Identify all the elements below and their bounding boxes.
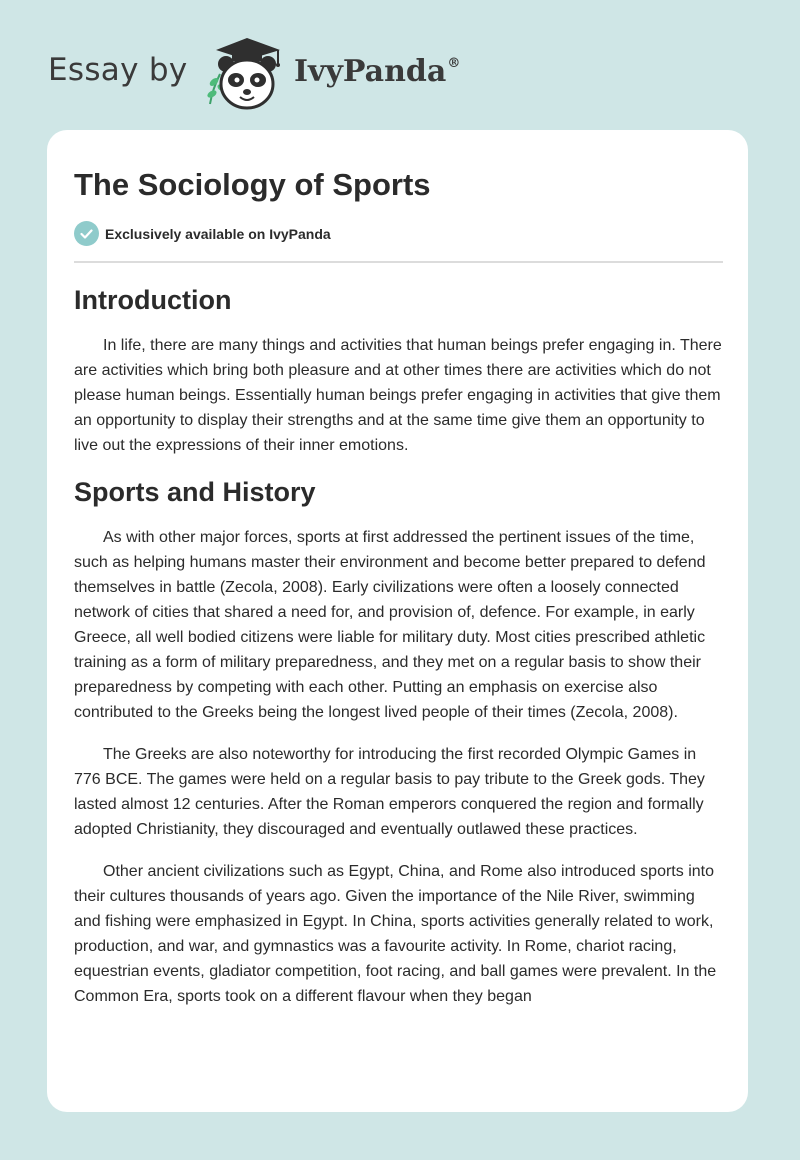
section-heading: Sports and History bbox=[74, 477, 316, 507]
brand-name[interactable]: IvyPanda® bbox=[294, 54, 461, 89]
panda-logo-icon[interactable] bbox=[202, 34, 290, 110]
page-title: The Sociology of Sports bbox=[74, 167, 431, 202]
paragraph: In life, there are many things and activities that human beings prefer engaging in. There are activities which bring both pleasure and at other times there are activities which do not please human beings. Essentially human beings prefer engaging in activities that give them an opportunity to display their strengths and at the same time give them an opportunity to live out the expressions of their inner emotions. bbox=[74, 337, 722, 454]
section-introduction bbox=[74, 283, 724, 458]
essay-content bbox=[74, 283, 724, 1026]
exclusive-badge bbox=[74, 221, 331, 246]
registered-mark: ® bbox=[447, 56, 461, 71]
section-sports-and-history bbox=[74, 475, 724, 1009]
section-heading: Introduction bbox=[74, 285, 232, 315]
paragraph: Other ancient civilizations such as Egypt, China, and Rome also introduced sports into their cultures thousands of years ago. Given the importance of the Nile River, swimming and fishing were emphasized in Egypt. In China, sports activities generally related to work, production, and war, and gymnastics was a favourite activity. In Rome, chariot racing, equestrian events, gladiator competition, foot racing, and ball games were prevalent. In the Common Era, sports took on a different flavour when they began bbox=[74, 863, 717, 1005]
title-divider bbox=[74, 261, 723, 263]
exclusive-badge-text: Exclusively available on IvyPanda bbox=[105, 225, 331, 242]
paragraph: The Greeks are also noteworthy for introducing the first recorded Olympic Games in 776 BCE. The games were held on a regular basis to pay tribute to the Greek gods. They lasted almost 12 centuries. After the Roman emperors conquered the region and formally adopted Christianity, they discouraged and eventually outlawed these practices. bbox=[74, 746, 705, 838]
check-icon bbox=[74, 221, 99, 246]
site-header bbox=[0, 0, 800, 130]
brand-prefix: Essay by bbox=[48, 52, 188, 88]
essay-card bbox=[47, 130, 748, 1112]
paragraph: As with other major forces, sports at first addressed the pertinent issues of the time, such as helping humans master their environment and become better prepared to defend themselves in battle (Zecola, 2008). Early civilizations were often a loosely connected network of cities that shared a need for, and provision of, defence. For example, in early Greece, all well bodied citizens were liable for military duty. Most cities prescribed athletic training as a form of military preparedness, and they met on a regular basis to show their preparedness by competing with each other. Putting an emphasis on exercise also contributed to the Greeks being the longest lived people of their times (Zecola, 2008). bbox=[74, 529, 706, 721]
